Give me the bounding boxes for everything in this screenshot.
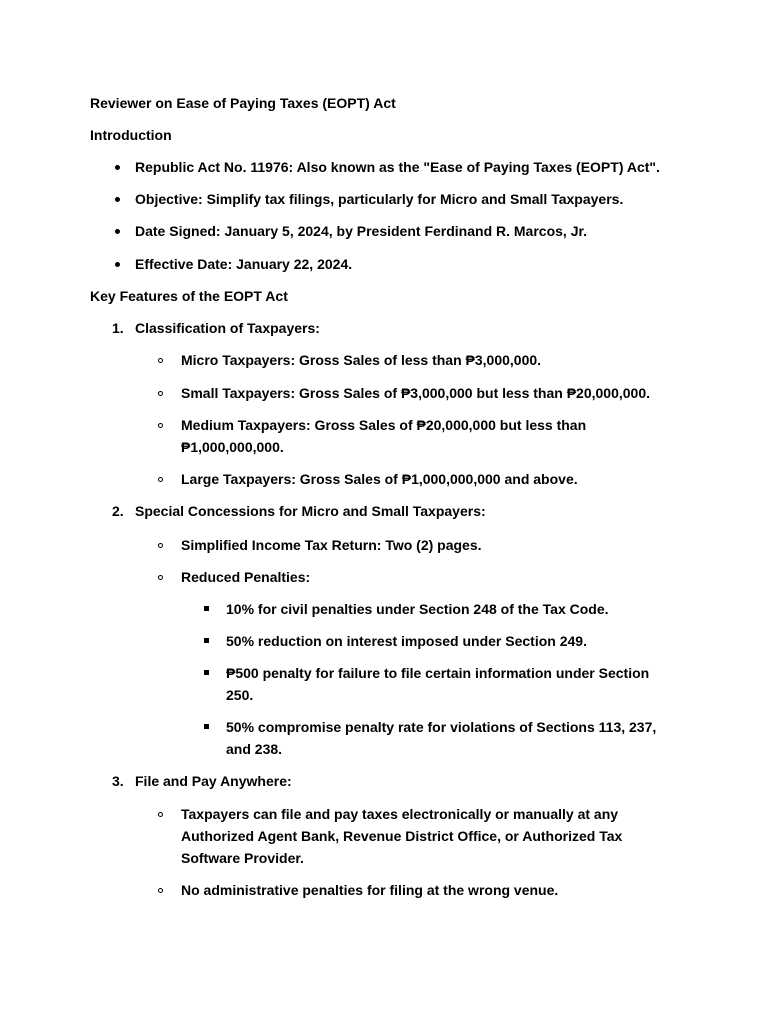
circle-bullet-icon [158,888,163,893]
list-item-text: Simplified Income Tax Return: Two (2) pages. [181,537,482,553]
list-item-text: Republic Act No. 11976: Also known as the "Ease of Paying Taxes (EOPT) Act". [135,159,660,175]
list-item-text: Reduced Penalties: [181,569,311,585]
section-number: 3. [112,773,124,789]
square-bullet-icon [204,638,209,643]
list-item-text: ₱1,000,000,000. [181,439,284,455]
list-item-text: Medium Taxpayers: Gross Sales of ₱20,000,000 but less than [181,417,587,433]
list-item-text: 250. [226,687,254,703]
document-title: Reviewer on Ease of Paying Taxes (EOPT) Act [90,95,396,111]
list-item-text: Authorized Agent Bank, Revenue District Office, or Authorized Tax [181,828,623,844]
section-label: File and Pay Anywhere: [135,773,292,789]
list-item-text: Small Taxpayers: Gross Sales of ₱3,000,000 but less than ₱20,000,000. [181,385,650,401]
list-item-text: Effective Date: January 22, 2024. [135,256,353,272]
list-item-text: Software Provider. [181,850,304,866]
bullet-icon [115,165,120,170]
circle-bullet-icon [158,358,163,363]
section-number: 2. [112,503,124,519]
list-item-text: Micro Taxpayers: Gross Sales of less than ₱3,000,000. [181,352,542,368]
square-bullet-icon [204,606,209,611]
list-item-text: Taxpayers can file and pay taxes electronically or manually at any [181,806,619,822]
bullet-icon [115,262,120,267]
circle-bullet-icon [158,423,163,428]
section-number: 1. [112,320,124,336]
section-label: Classification of Taxpayers: [135,320,320,336]
section-label: Special Concessions for Micro and Small Taxpayers: [135,503,486,519]
circle-bullet-icon [158,575,163,580]
list-item-text: ₱500 penalty for failure to file certain information under Section [226,665,650,681]
list-item-text: 50% reduction on interest imposed under Section 249. [226,633,587,649]
intro-heading: Introduction [90,127,172,143]
bullet-icon [115,229,120,234]
circle-bullet-icon [158,477,163,482]
list-item-text: 10% for civil penalties under Section 248 of the Tax Code. [226,601,609,617]
bullet-icon [115,197,120,202]
list-item-text: and 238. [226,741,283,757]
list-item-text: Large Taxpayers: Gross Sales of ₱1,000,000,000 and above. [181,471,578,487]
circle-bullet-icon [158,812,163,817]
list-item-text: No administrative penalties for filing at the wrong venue. [181,882,559,898]
circle-bullet-icon [158,543,163,548]
features-heading: Key Features of the EOPT Act [90,288,288,304]
square-bullet-icon [204,724,209,729]
circle-bullet-icon [158,391,163,396]
list-item-text: Date Signed: January 5, 2024, by President Ferdinand R. Marcos, Jr. [135,223,588,239]
square-bullet-icon [204,670,209,675]
list-item-text: 50% compromise penalty rate for violations of Sections 113, 237, [226,719,657,735]
list-item-text: Objective: Simplify tax filings, particularly for Micro and Small Taxpayers. [135,191,624,207]
